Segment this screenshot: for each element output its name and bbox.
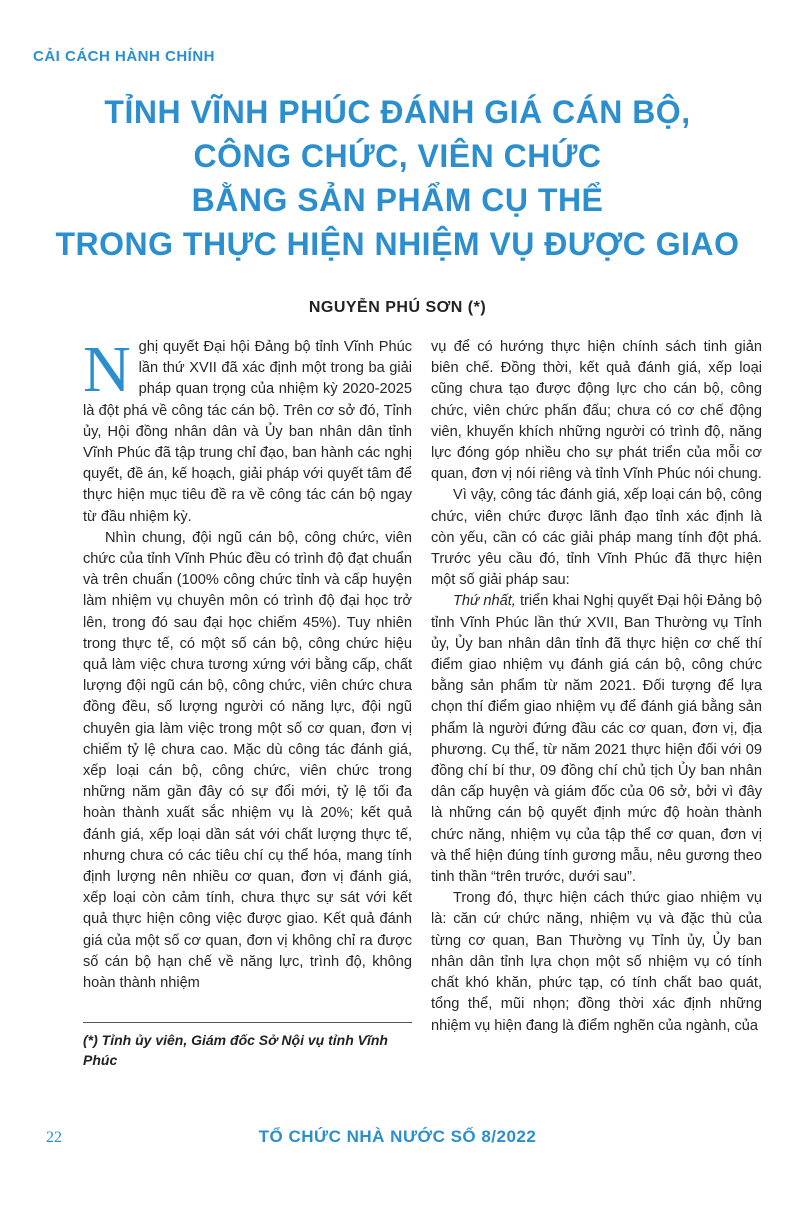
title-line: TRONG THỰC HIỆN NHIỆM VỤ ĐƯỢC GIAO <box>55 226 740 262</box>
paragraph: Trong đó, thực hiện cách thức giao nhiệm vụ là: căn cứ chức năng, nhiệm vụ và đặc thù của từng cơ quan, Ban Thường vụ Tỉnh ủy, Ủy ban nhân dân tỉnh lựa chọn một số nhiệm vụ có tính chất khó khăn, phức tạp, có tính chất bao quát, tổng thể, mũi nhọn; đồng thời xác định những nhiệm vụ hiện đang là điểm nghẽn của ngành, của <box>431 890 762 1034</box>
paragraph: Nhìn chung, đội ngũ cán bộ, công chức, viên chức của tỉnh Vĩnh Phúc đều có trình độ đạt chuẩn và trên chuẩn (100% công chức tỉnh và cấp huyện làm nhiệm vụ chuyên môn có trình độ đại học trở lên, trong đó sau đại học chiếm 45%). Tuy nhiên trong thực tế, có một số cán bộ, công chức hiệu quả làm việc chưa tương xứng với bằng cấp, chất lượng đội ngũ cán bộ, công chức, viên chức chưa đồng đều, số lượng người có năng lực, đội ngũ chuyên gia làm việc trong một số cơ quan, đơn vị chiếm tỷ lệ chưa cao. Mặc dù công tác đánh giá, xếp loại cán bộ, công chức, viên chức trong những năm gần đây có sự đổi mới, tỷ lệ tối đa hoàn thành xuất sắc nhiệm vụ là 20%; kết quả đánh giá, xếp loại dần sát với chất lượng thực tế, nhưng chưa có các tiêu chí cụ thể hóa, mang tính định lượng nên nhiều cơ quan, đơn vị đánh giá, xếp loại còn cảm tính, chưa thực sự sát với kết quả thực hiện công việc được giao. Kết quả đánh giá của một số cơ quan, đơn vị không chỉ ra được số cán bộ hạn chế về năng lực, trình độ, không hoàn thành nhiệm <box>83 529 412 992</box>
section-label: CẢI CÁCH HÀNH CHÍNH <box>33 48 215 65</box>
page-number: 22 <box>46 1129 62 1146</box>
paragraph-text: triển khai Nghị quyết Đại hội Đảng bộ tỉnh Vĩnh Phúc lần thứ XVII, Ban Thường vụ Tỉnh ủy, Ủy ban nhân dân tỉnh đã thực hiện cơ chế thí điểm giao nhiệm vụ đánh giá cán bộ, công chức bằng sản phẩm từ năm 2021. Đối tượng để lựa chọn thí điểm giao nhiệm vụ để đánh giá bằng sản phẩm là người đứng đầu các cơ quan, đơn vị, địa phương. Cụ thể, từ năm 2021 thực hiện đối với 09 đồng chí bí thư, 09 đồng chí chủ tịch Ủy ban nhân dân cấp huyện và giám đốc của 06 sở, bởi vì đây là những cán bộ quyết định mức độ hoàn thành chức năng, nhiệm vụ của tập thể cơ quan, đơn vị và thể hiện đúng tính gương mẫu, nêu gương theo tinh thần “trên trước, dưới sau”. <box>431 593 762 886</box>
footnote-divider <box>83 1022 412 1023</box>
title-line: BẰNG SẢN PHẨM CỤ THỂ <box>191 182 604 218</box>
journal-footer: TỔ CHỨC NHÀ NƯỚC SỐ 8/2022 <box>258 1127 537 1146</box>
author-footnote: (*) Tỉnh ủy viên, Giám đốc Sở Nội vụ tỉnh Vĩnh Phúc <box>83 1032 388 1068</box>
article-title <box>40 90 755 266</box>
paragraph: vụ để có hướng thực hiện chính sách tinh giản biên chế. Đồng thời, kết quả đánh giá, xếp loại cũng chưa tạo được động lực cho cán bộ, công chức, viên chức phấn đấu; chưa có cơ chế động viên, khuyến khích những người có trình độ, năng lực đóng góp nhiều cho sự phát triển của mỗi cơ quan, đơn vị nói riêng và tỉnh Vĩnh Phúc nói chung. <box>431 339 762 483</box>
title-line: CÔNG CHỨC, VIÊN CHỨC <box>193 138 602 174</box>
paragraph <box>83 333 412 528</box>
right-column <box>431 337 762 1037</box>
paragraph: Vì vậy, công tác đánh giá, xếp loại cán bộ, công chức, viên chức được lãnh đạo tỉnh xác định là còn yếu, cần có các giải pháp mang tính đột phá. Trước yêu cầu đó, tỉnh Vĩnh Phúc đã thực hiện một số giải pháp sau: <box>431 487 762 589</box>
paragraph <box>431 591 762 888</box>
author-byline: NGUYỄN PHÚ SƠN (*) <box>308 299 487 316</box>
left-column <box>83 333 412 994</box>
paragraph-text: ghị quyết Đại hội Đảng bộ tỉnh Vĩnh Phúc lần thứ XVII đã xác định một trong ba giải pháp quan trọng của nhiệm kỳ 2020-2025 là đột phá về công tác cán bộ. Trên cơ sở đó, Tỉnh ủy, Hội đồng nhân dân và Ủy ban nhân dân tỉnh Vĩnh Phúc đã tập trung chỉ đạo, ban hành các nghị quyết, đề án, kế hoạch, giải pháp với quyết tâm để thực hiện mục tiêu đề ra về công tác cán bộ ngay từ đầu nhiệm kỳ. <box>83 339 412 525</box>
italic-lead: Thứ nhất, <box>453 593 516 610</box>
title-line: TỈNH VĨNH PHÚC ĐÁNH GIÁ CÁN BỘ, <box>104 94 691 130</box>
drop-cap: N <box>83 333 131 406</box>
